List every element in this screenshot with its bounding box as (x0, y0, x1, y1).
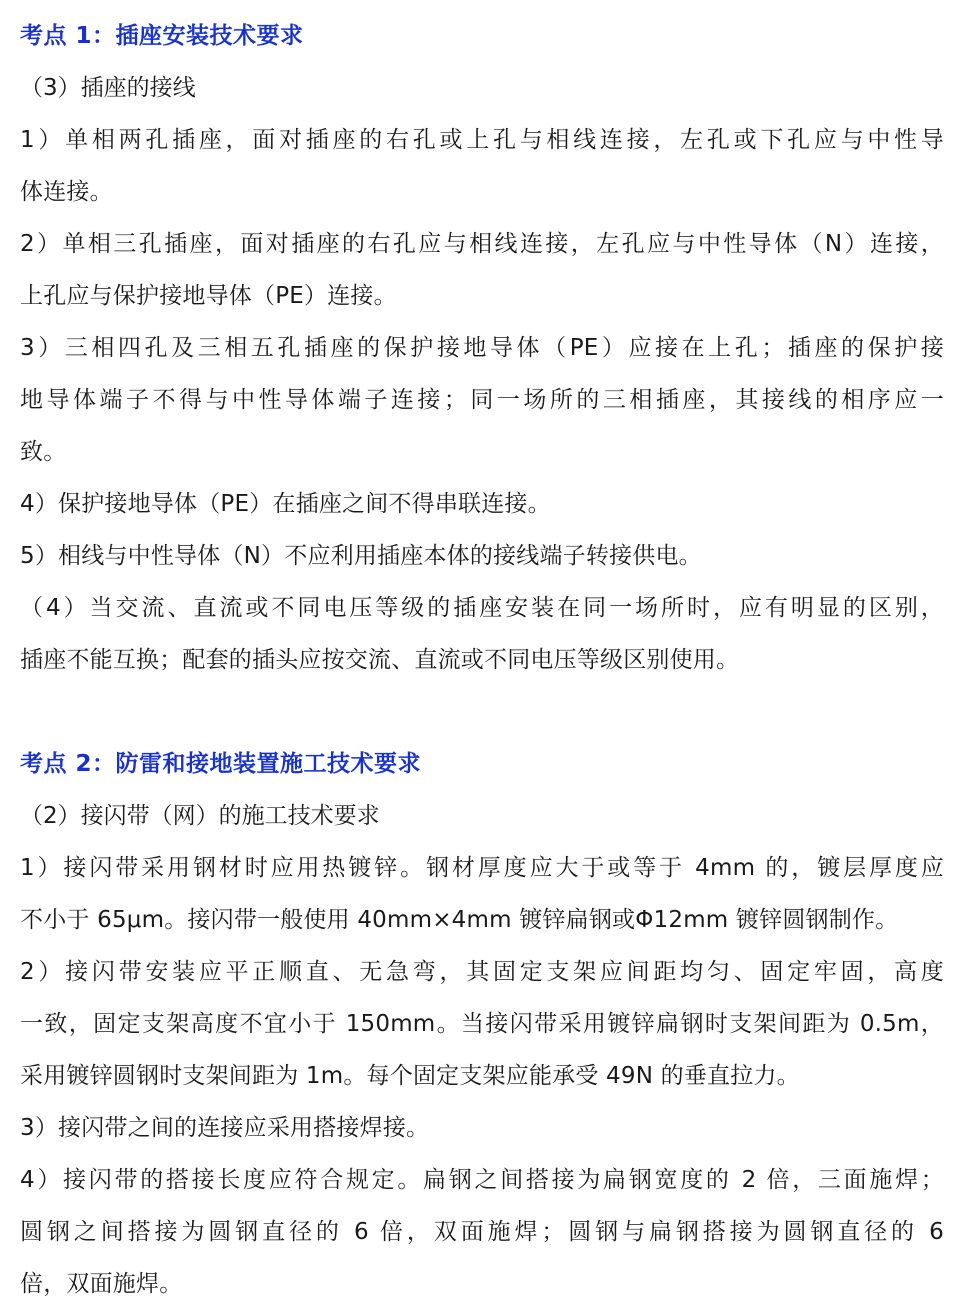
text-line: 4）接闪带的搭接长度应符合规定。扁钢之间搭接为扁钢宽度的 2 倍，三面施焊； (20, 1167, 944, 1193)
section-1-heading: 考点 1：插座安装技术要求 (20, 23, 304, 49)
section-2-subheading: （2）接闪带（网）的施工技术要求 (20, 803, 380, 829)
text-line: 插座不能互换；配套的插头应按交流、直流或不同电压等级区别使用。 (20, 647, 740, 673)
text-line: 体连接。 (20, 179, 113, 205)
section-1-item-3 (20, 322, 944, 478)
section-1-item-4 (20, 478, 944, 530)
text-line: 3）三相四孔及三相五孔插座的保护接地导体（PE）应接在上孔；插座的保护接 (20, 335, 944, 361)
section-2-item-4 (20, 1154, 944, 1310)
document-page (20, 10, 944, 1310)
text-line: 致。 (20, 439, 67, 465)
text-line: 一致，固定支架高度不宜小于 150mm。当接闪带采用镀锌扁钢时支架间距为 0.5m， (20, 1011, 944, 1037)
text-line: 上孔应与保护接地导体（PE）连接。 (20, 283, 397, 309)
text-line: 倍，双面施焊。 (20, 1271, 183, 1297)
section-1-item-2 (20, 218, 944, 322)
text-line: 4）保护接地导体（PE）在插座之间不得串联连接。 (20, 491, 551, 517)
section-1-subheading: （3）插座的接线 (20, 75, 196, 101)
section-1-item-1 (20, 114, 944, 218)
text-line: 2）接闪带安装应平正顺直、无急弯，其固定支架应间距均匀、固定牢固，高度 (20, 959, 944, 985)
text-line: 1）接闪带采用钢材时应用热镀锌。钢材厚度应大于或等于 4mm 的，镀层厚度应 (20, 855, 944, 881)
section-1-item-6 (20, 582, 944, 686)
section-2-item-3 (20, 1102, 944, 1154)
text-line: 地导体端子不得与中性导体端子连接；同一场所的三相插座，其接线的相序应一 (20, 387, 944, 413)
text-line: （4）当交流、直流或不同电压等级的插座安装在同一场所时，应有明显的区别， (20, 595, 944, 621)
text-line: 1）单相两孔插座，面对插座的右孔或上孔与相线连接，左孔或下孔应与中性导 (20, 127, 944, 153)
section-1-item-5 (20, 530, 944, 582)
text-line: 2）单相三孔插座，面对插座的右孔应与相线连接，左孔应与中性导体（N）连接， (20, 231, 944, 257)
text-line: 3）接闪带之间的连接应采用搭接焊接。 (20, 1115, 430, 1141)
section-2-item-1 (20, 842, 944, 946)
section-2-heading: 考点 2：防雷和接地装置施工技术要求 (20, 751, 422, 777)
text-line: 圆钢之间搭接为圆钢直径的 6 倍，双面施焊；圆钢与扁钢搭接为圆钢直径的 6 (20, 1219, 944, 1245)
text-line: 采用镀锌圆钢时支架间距为 1m。每个固定支架应能承受 49N 的垂直拉力。 (20, 1063, 800, 1089)
text-line: 5）相线与中性导体（N）不应利用插座本体的接线端子转接供电。 (20, 543, 702, 569)
text-line: 不小于 65μm。接闪带一般使用 40mm×4mm 镀锌扁钢或Φ12mm 镀锌圆钢制作。 (20, 907, 899, 933)
section-2-item-2 (20, 946, 944, 1102)
section-spacer (20, 686, 944, 738)
